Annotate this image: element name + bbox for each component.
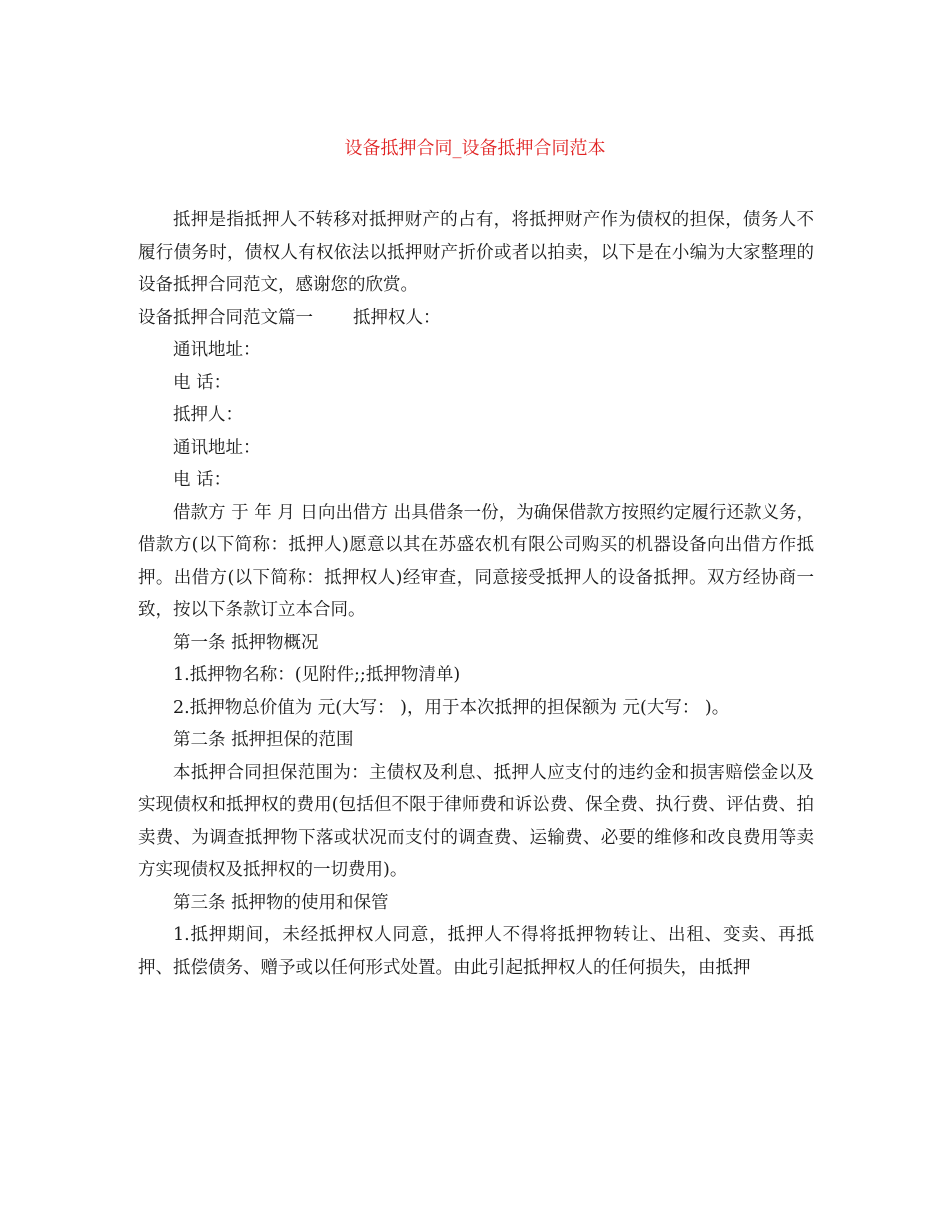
mortgagee-label: 抵押权人： (353, 307, 441, 328)
mortgagee-address: 通讯地址： (173, 340, 261, 360)
mortgagee-phone: 电 话： (173, 372, 232, 393)
document-title: 设备抵押合同_设备抵押合同范本 (344, 138, 606, 159)
article2-body: 本抵押合同担保范围为：主债权及利息、抵押人应支付的违约金和损害赔偿金以及实现债权和抵押权的费用(包括但不限于律师费和诉讼费、保全费、执行费、评估费、拍卖费、为调查抵押物下落或状况而支付的调查费、运输费、必要的维修和改良费用等卖方实现债权及抵押权的一切费用)。 (138, 762, 814, 880)
mortgagor-phone: 电 话： (173, 470, 232, 490)
mortgagor-address: 通讯地址： (173, 437, 261, 458)
mortgagor-label: 抵押人： (173, 405, 243, 425)
intro-paragraph: 抵押是指抵押人不转移对抵押财产的占有，将抵押财产作为债权的担保，债务人不履行债务时，债权人有权依法以抵押财产折价或者以拍卖，以下是在小编为大家整理的设备抵押合同范文，感谢您的欣赏。 (138, 210, 814, 295)
section-heading-line (138, 302, 814, 335)
article1-title: 第一条 抵押物概况 (173, 632, 319, 653)
section-heading: 设备抵押合同范文篇一 (138, 307, 313, 328)
preamble-paragraph: 借款方 于 年 月 日向出借方 出具借条一份，为确保借款方按照约定履行还款义务，借款方(以下简称：抵押人)愿意以其在苏盛农机有限公司购买的机器设备向出借方作抵押。出借方(以下简称：抵押权人)经审查，同意接受抵押人的设备抵押。双方经协商一致，按以下条款订立本合同。 (138, 502, 814, 620)
article1-item1: 1.抵押物名称：(见附件;;抵押物清单) (173, 665, 461, 685)
article2-title: 第二条 抵押担保的范围 (173, 730, 354, 750)
article3-item1: 1.抵押期间，未经抵押权人同意，抵押人不得将抵押物转让、出租、变卖、再抵押、抵偿债务、赠予或以任何形式处置。由此引起抵押权人的任何损失，由抵押 (138, 925, 814, 978)
article3-title: 第三条 抵押物的使用和保管 (173, 892, 389, 913)
article1-item2: 2.抵押物总价值为 元(大写： )，用于本次抵押的担保额为 元(大写： )。 (173, 697, 730, 718)
document-body (138, 204, 814, 984)
